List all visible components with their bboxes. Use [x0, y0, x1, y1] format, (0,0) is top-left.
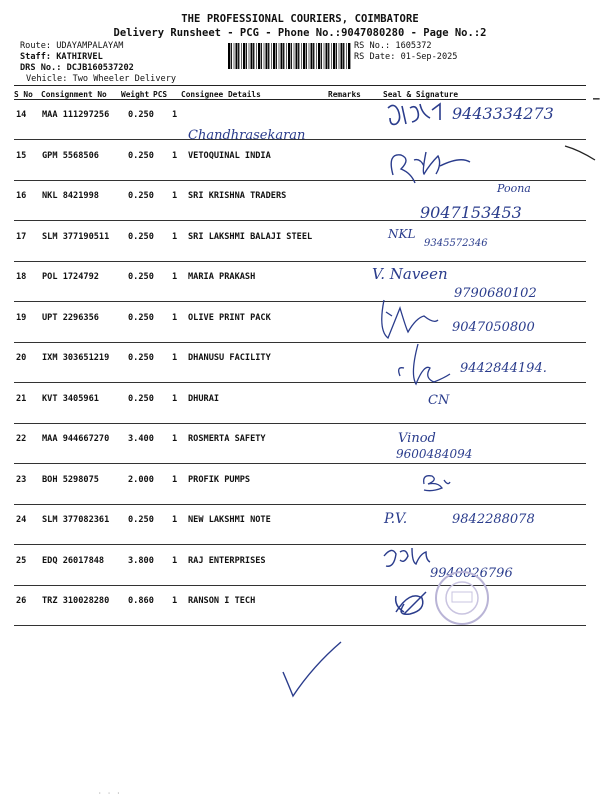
col-header-pcs: PCS [153, 90, 168, 99]
barcode-bar [313, 43, 314, 69]
row-consignee: NEW LAKSHMI NOTE [188, 515, 271, 525]
row-sno: 20 [16, 353, 27, 363]
row-weight: 0.250 [128, 312, 154, 323]
table-row [14, 546, 586, 586]
table-row [14, 505, 586, 545]
barcode-bar [253, 43, 254, 69]
table-row [14, 384, 586, 424]
staff-label: Staff: KATHIRVEL [20, 52, 103, 62]
barcode-bar [294, 43, 295, 69]
barcode-bar [306, 43, 307, 69]
col-header-consignment: Consignment No [41, 90, 107, 99]
handwritten-name-row22: Vinod [398, 431, 436, 446]
drs-number: DRS No.: DCJB160537202 [20, 63, 134, 73]
row-sno: 24 [16, 515, 27, 525]
row-sno: 25 [16, 555, 27, 566]
row-weight: 0.250 [128, 231, 154, 242]
row-consignment-no: KVT 3405961 [42, 393, 99, 404]
row-sno: 16 [16, 191, 27, 201]
handwritten-phone-row16: 9047153453 [420, 203, 522, 222]
row-pcs: 1 [172, 515, 178, 525]
row-pcs: 1 [172, 555, 178, 566]
barcode-bar [346, 43, 347, 69]
barcode-bar [343, 43, 344, 69]
barcode-bar [228, 43, 230, 69]
rs-date: RS Date: 01-Sep-2025 [354, 52, 458, 62]
handwritten-phone-row18: 9790680102 [454, 286, 537, 301]
vehicle-label: Vehicle: Two Wheeler Delivery [26, 74, 177, 84]
row-consignment-no: NKL 8421998 [42, 191, 99, 201]
barcode-bar [326, 43, 328, 69]
barcode-bar [256, 43, 257, 69]
handwritten-phone-row19: 9047050800 [452, 320, 535, 335]
barcode-bar [328, 43, 329, 69]
row-pcs: 1 [172, 596, 178, 606]
barcode-bar [231, 43, 232, 69]
barcode-bar [281, 43, 283, 69]
handwritten-phone-row22: 9600484094 [396, 447, 473, 461]
barcode-bar [234, 43, 235, 69]
row-consignee: VETOQUINAL INDIA [188, 150, 271, 161]
row-consignment-no: TRZ 310028280 [42, 596, 110, 606]
row-consignment-no: BOH 5298075 [42, 474, 99, 485]
handwritten-phone-row17: 9345572346 [424, 238, 488, 249]
row-weight: 0.250 [128, 191, 154, 201]
row-consignee: MARIA PRAKASH [188, 272, 256, 282]
barcode-bar [241, 43, 242, 69]
corner-dash-mark: – [593, 92, 600, 105]
row-weight: 0.250 [128, 110, 154, 120]
row-weight: 0.250 [128, 393, 154, 404]
barcode-bar [261, 43, 262, 69]
footer-print-marks: · · · [98, 790, 122, 797]
runsheet-subtitle: Delivery Runsheet - PCG - Phone No.:9047080280 - Page No.:2 [113, 27, 487, 39]
company-title: THE PROFESSIONAL COURIERS, COIMBATORE [181, 13, 419, 25]
row-sno: 21 [16, 393, 27, 404]
barcode-bar [246, 43, 247, 69]
barcode-bar [296, 43, 298, 69]
row-consignment-no: SLM 377082361 [42, 515, 110, 525]
row-pcs: 1 [172, 474, 178, 485]
barcode-bar [273, 43, 275, 69]
row-weight: 0.250 [128, 515, 154, 525]
barcode-bar [271, 43, 272, 69]
row-sno: 18 [16, 272, 27, 282]
barcode-bar [316, 43, 317, 69]
row-consignment-no: UPT 2296356 [42, 312, 99, 323]
barcode-bar [303, 43, 305, 69]
handwritten-phone-row25: 9940026796 [430, 566, 513, 581]
row-sno: 15 [16, 150, 27, 161]
row-consignee: PROFIK PUMPS [188, 474, 251, 485]
barcode-bar [258, 43, 260, 69]
table-row [14, 586, 586, 626]
barcode-bar [286, 43, 287, 69]
barcode-bar [266, 43, 268, 69]
barcode-bar [283, 43, 284, 69]
row-weight: 3.400 [128, 434, 154, 444]
barcode-bar [348, 43, 350, 69]
handwritten-initials-row17: NKL [388, 227, 416, 241]
barcode-bar [309, 43, 310, 69]
col-header-seal: Seal & Signature [383, 90, 459, 99]
row-consignee: DHANUSU FACILITY [188, 353, 271, 363]
table-row [14, 100, 586, 140]
barcode-bar [268, 43, 269, 69]
row-consignment-no: MAA 944667270 [42, 434, 110, 444]
row-weight: 2.000 [128, 474, 154, 485]
row-sno: 26 [16, 596, 27, 606]
table-row [14, 141, 586, 181]
row-consignee: OLIVE PRINT PACK [188, 312, 271, 323]
handwritten-name-row24: P.V. [384, 511, 408, 527]
row-pcs: 1 [172, 312, 178, 323]
barcode-bar [276, 43, 277, 69]
row-consignee: ROSMERTA SAFETY [188, 434, 266, 444]
col-header-sno: S No [14, 90, 33, 99]
row-pcs: 1 [172, 231, 178, 242]
table-row [14, 465, 586, 505]
col-header-weight: Weight [121, 90, 150, 99]
handwritten-phone-row24: 9842288078 [452, 512, 535, 527]
row-pcs: 1 [172, 353, 178, 363]
table-row [14, 303, 586, 343]
col-header-consignee: Consignee Details [181, 90, 261, 99]
barcode-bar [339, 43, 340, 69]
barcode-bar [279, 43, 280, 69]
barcode-image [228, 43, 351, 69]
row-weight: 3.800 [128, 555, 154, 566]
barcode-bar [321, 43, 322, 69]
row-weight: 0.250 [128, 353, 154, 363]
table-row [14, 424, 586, 464]
barcode-bar [333, 43, 335, 69]
row-consignment-no: POL 1724792 [42, 272, 99, 282]
row-sno: 14 [16, 110, 27, 120]
row-consignment-no: IXM 303651219 [42, 353, 110, 363]
row-pcs: 1 [172, 150, 178, 161]
barcode-bar [318, 43, 320, 69]
barcode-bar [311, 43, 313, 69]
row-sno: 23 [16, 474, 27, 485]
row-consignee: RANSON I TECH [188, 596, 256, 606]
barcode-bar [324, 43, 325, 69]
row-pcs: 1 [172, 434, 178, 444]
row-consignee: DHURAI [188, 393, 220, 404]
barcode-bar [238, 43, 239, 69]
barcode-bar [298, 43, 299, 69]
row-weight: 0.250 [128, 150, 154, 161]
handwritten-phone-row14: 9443334273 [452, 104, 554, 123]
handwritten-phone-row20: 9442844194. [460, 361, 547, 376]
route-label: Route: UDAYAMPALAYAM [20, 41, 124, 51]
row-consignee: SRI KRISHNA TRADERS [188, 191, 287, 201]
table-row [14, 181, 586, 221]
row-divider [14, 625, 586, 626]
barcode-bar [331, 43, 332, 69]
row-sno: 22 [16, 434, 27, 444]
table-row [14, 222, 586, 262]
row-weight: 0.250 [128, 272, 154, 282]
rs-number: RS No.: 1605372 [354, 41, 432, 51]
row-consignee: SRI LAKSHMI BALAJI STEEL [188, 231, 313, 242]
table-row [14, 262, 586, 302]
row-pcs: 1 [172, 110, 178, 120]
handwritten-name-row18: V. Naveen [372, 265, 448, 283]
row-pcs: 1 [172, 393, 178, 404]
barcode-bar [291, 43, 292, 69]
handwritten-name-row16: Poona [497, 182, 531, 195]
barcode-bar [341, 43, 343, 69]
row-consignment-no: EDQ 26017848 [42, 555, 105, 566]
barcode-bar [264, 43, 265, 69]
header-top-rule [14, 85, 586, 86]
row-consignee: RAJ ENTERPRISES [188, 555, 266, 566]
row-weight: 0.860 [128, 596, 154, 606]
row-consignment-no: SLM 377190511 [42, 231, 110, 242]
row-consignment-no: GPM 5568506 [42, 150, 99, 161]
handwritten-name-chandhrasekaran: Chandhrasekaran [188, 128, 306, 143]
barcode-bar [236, 43, 238, 69]
barcode-bar [249, 43, 250, 69]
row-sno: 19 [16, 312, 27, 323]
table-row [14, 343, 586, 383]
row-pcs: 1 [172, 272, 178, 282]
barcode-bar [251, 43, 253, 69]
barcode-bar [243, 43, 245, 69]
handwritten-mark-row21: CN [428, 393, 450, 408]
row-sno: 17 [16, 231, 27, 242]
barcode-bar [288, 43, 290, 69]
col-header-remarks: Remarks [328, 90, 361, 99]
row-pcs: 1 [172, 191, 178, 201]
barcode-bar [301, 43, 302, 69]
barcode-bar [336, 43, 337, 69]
row-consignment-no: MAA 111297256 [42, 110, 110, 120]
